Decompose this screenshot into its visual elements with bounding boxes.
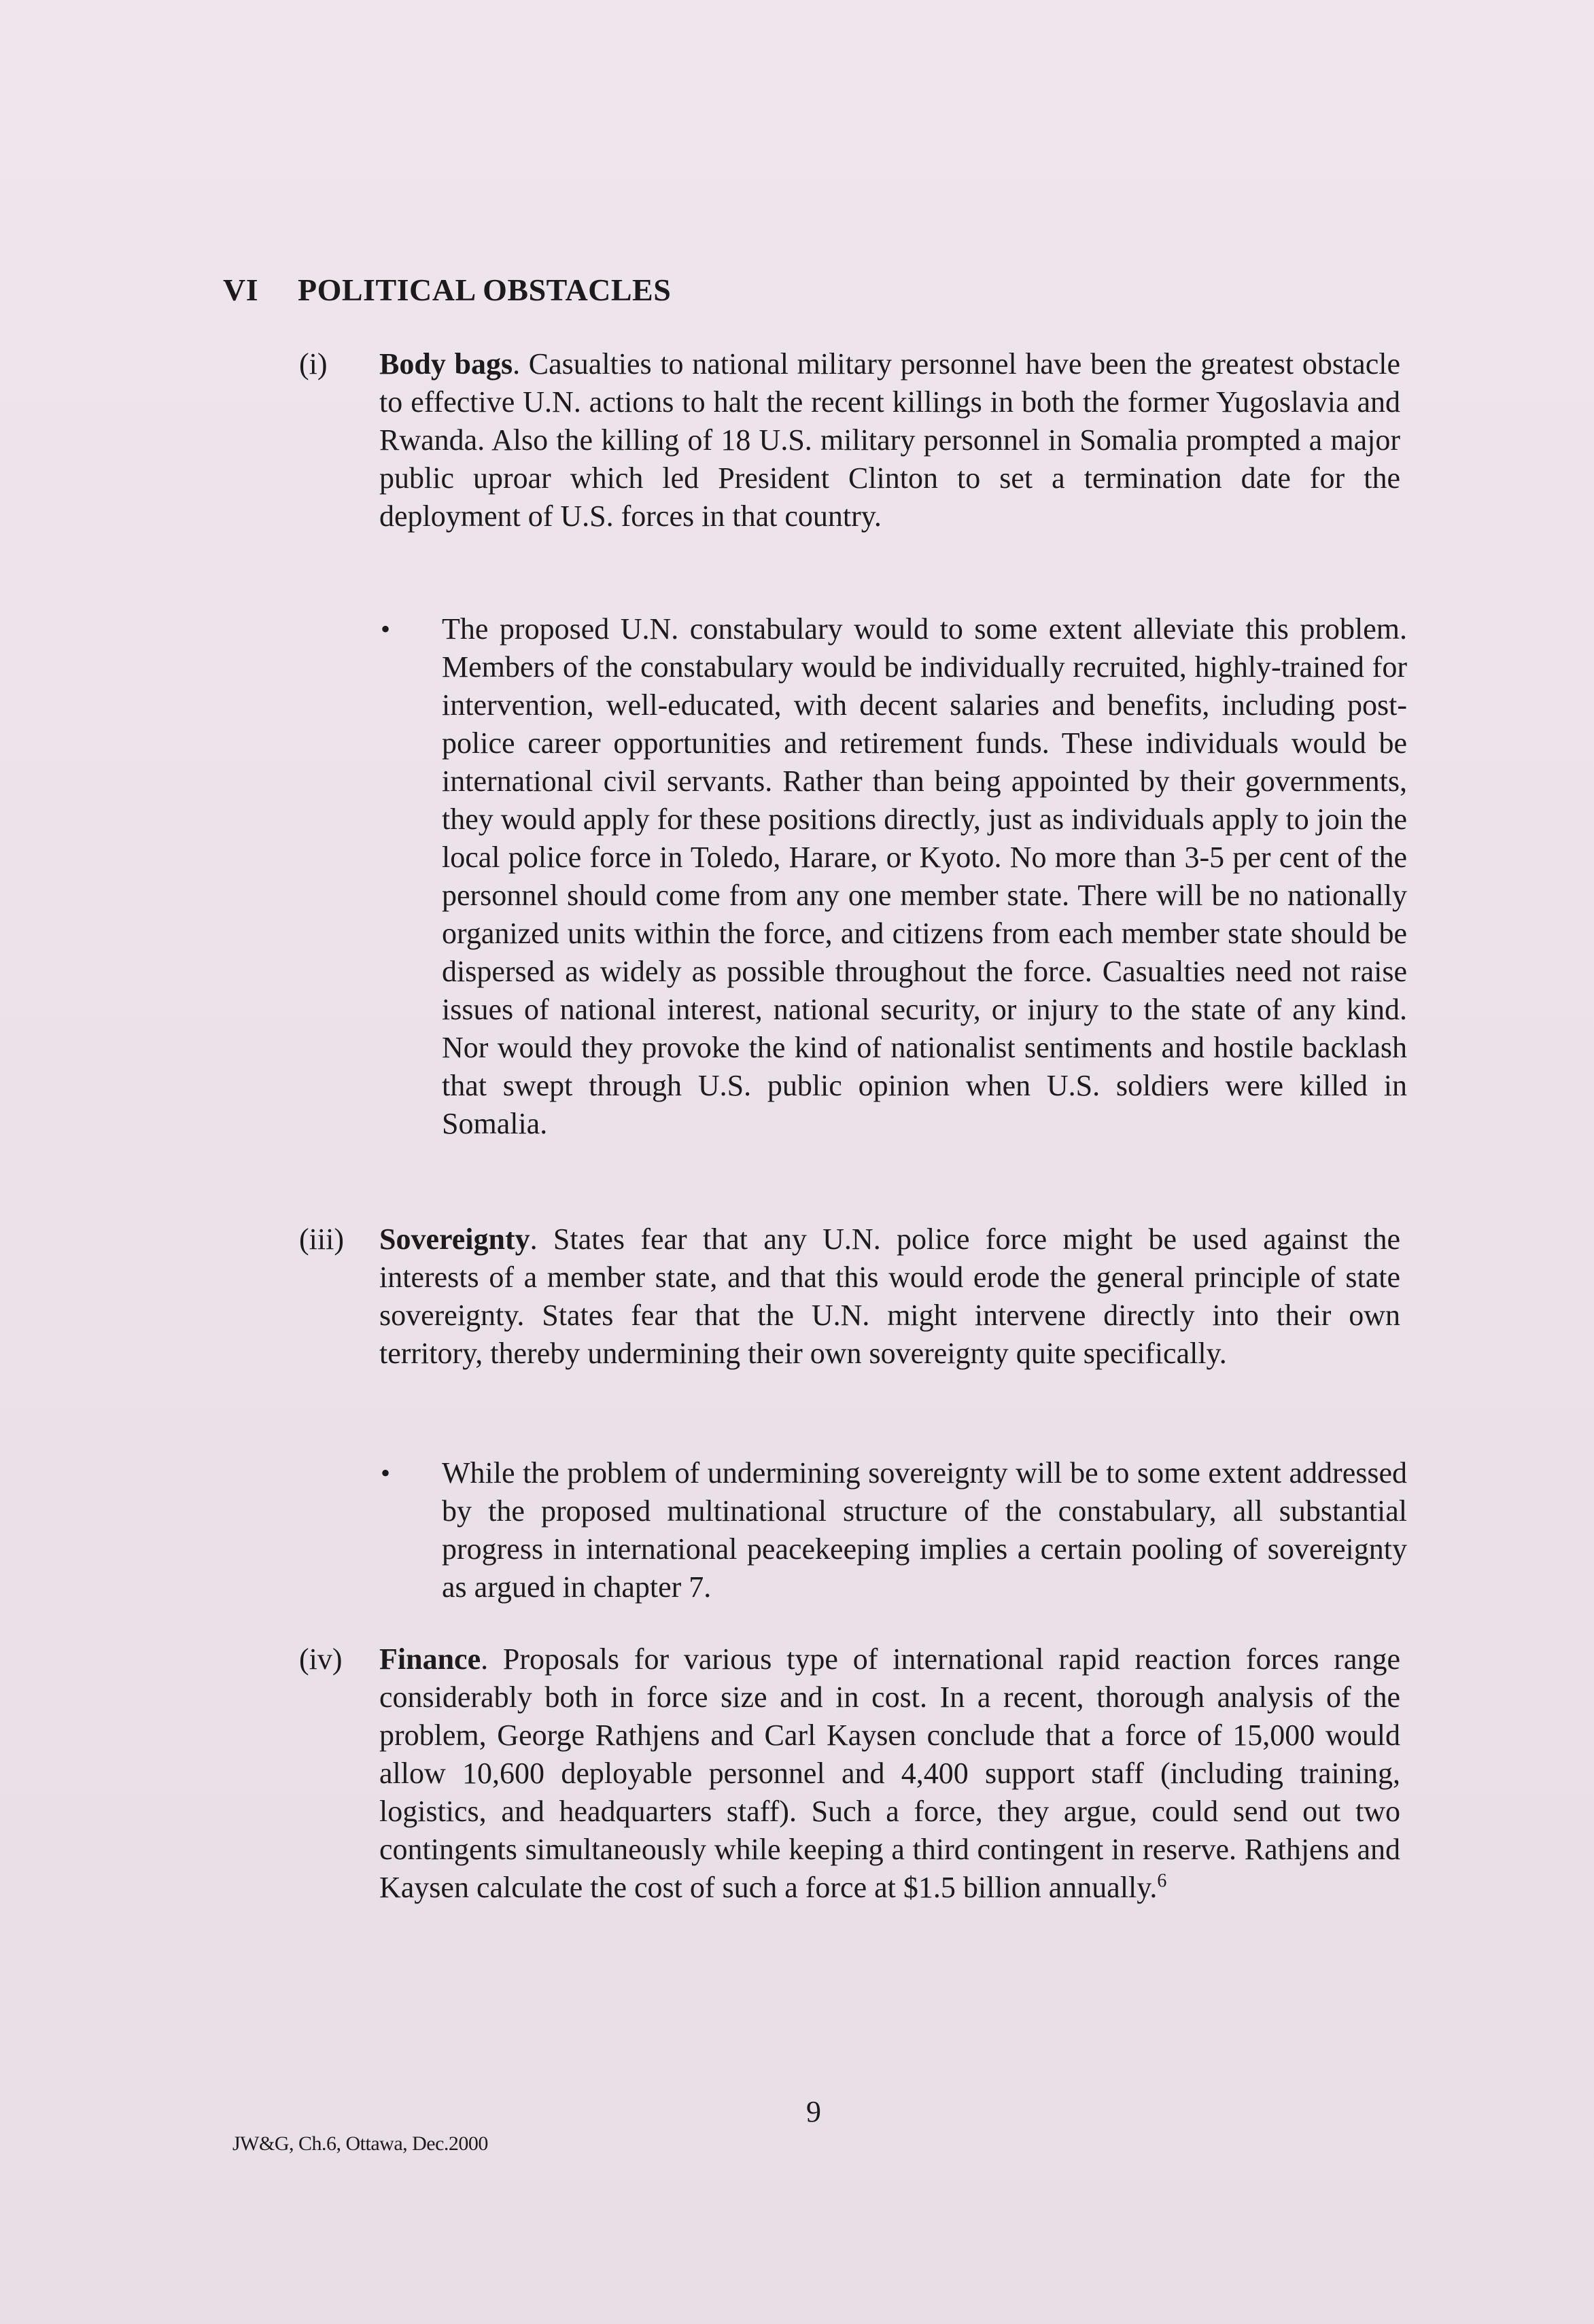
page-number: 9 bbox=[806, 2095, 821, 2128]
section-heading bbox=[223, 272, 671, 308]
footnote-marker: 6 bbox=[1157, 1870, 1167, 1892]
bullet-sovereignty bbox=[381, 1454, 1407, 1606]
item-marker: (iii) bbox=[299, 1222, 344, 1256]
section-title: POLITICAL OBSTACLES bbox=[298, 272, 672, 307]
item-paragraph bbox=[379, 1640, 1400, 1907]
item-body: . States fear that any U.N. police force might be used against the interests of a member state, and that this would erode the general principle of state sovereignty. States fear that the U.N. might intervene directly into their own territory, thereby undermining their own sovereignty quite specifically. bbox=[379, 1222, 1400, 1370]
item-finance bbox=[299, 1640, 1400, 1907]
item-marker: (i) bbox=[299, 347, 328, 381]
item-term: Sovereignty bbox=[379, 1222, 530, 1256]
item-body-bags bbox=[299, 345, 1400, 535]
item-body: . Casualties to national military personnel have been the greatest obstacle to effective U.N. actions to halt the recent killings in both the former Yugoslavia and Rwanda. Also the killing of 18 U.S. military personnel in Somalia prompted a major public uproar which led President Clinton to set a termination date for the deployment of U.S. forces in that country. bbox=[379, 347, 1400, 533]
item-paragraph bbox=[379, 1220, 1400, 1373]
bullet-paragraph: While the problem of undermining sovereignty will be to some extent addressed by the proposed multinational structure of the constabulary, all substantial progress in international peacekeeping implies a certain pooling of sovereignty as argued in chapter 7. bbox=[442, 1456, 1407, 1604]
item-marker: (iv) bbox=[299, 1642, 343, 1676]
bullet-constabulary bbox=[381, 610, 1407, 1143]
bullet-paragraph: The proposed U.N. constabulary would to some extent alleviate this problem. Members of the constabulary would be individually recruited, highly-trained for intervention, well-educated, with decent salaries and benefits, including post-police career opportunities and retirement funds. These individuals would be international civil servants. Rather than being appointed by their governments, they would apply for these positions directly, just as individuals apply to join the local police force in Toledo, Harare, or Kyoto. No more than 3-5 per cent of the personnel should come from any one member state. There will be no nationally organized units within the force, and citizens from each member state should be dispersed as widely as possible throughout the force. Casualties need not raise issues of national interest, national security, or injury to the state of any kind. Nor would they provoke the kind of nationalist sentiments and hostile backlash that swept through U.S. public opinion when U.S. soldiers were killed in Somalia. bbox=[442, 612, 1407, 1140]
item-paragraph bbox=[379, 345, 1400, 535]
section-number: VI bbox=[223, 272, 259, 307]
bullet-dot-icon: • bbox=[381, 614, 391, 644]
item-term: Body bags bbox=[379, 347, 513, 381]
item-body: . Proposals for various type of international rapid reaction forces range considerably both in force size and in cost. In a recent, thorough analysis of the problem, George Rathjens and Carl Kaysen conclude that a force of 15,000 would allow 10,600 deployable personnel and 4,400 support staff (including training, logistics, and headquarters staff). Such a force, they argue, could send out two contingents simultaneously while keeping a third contingent in reserve. Rathjens and Kaysen calculate the cost of such a force at $1.5 billion annually. bbox=[379, 1642, 1400, 1904]
bullet-dot-icon: • bbox=[381, 1458, 391, 1488]
item-sovereignty bbox=[299, 1220, 1400, 1373]
item-term: Finance bbox=[379, 1642, 481, 1676]
footer-note: JW&G, Ch.6, Ottawa, Dec.2000 bbox=[232, 2132, 488, 2155]
